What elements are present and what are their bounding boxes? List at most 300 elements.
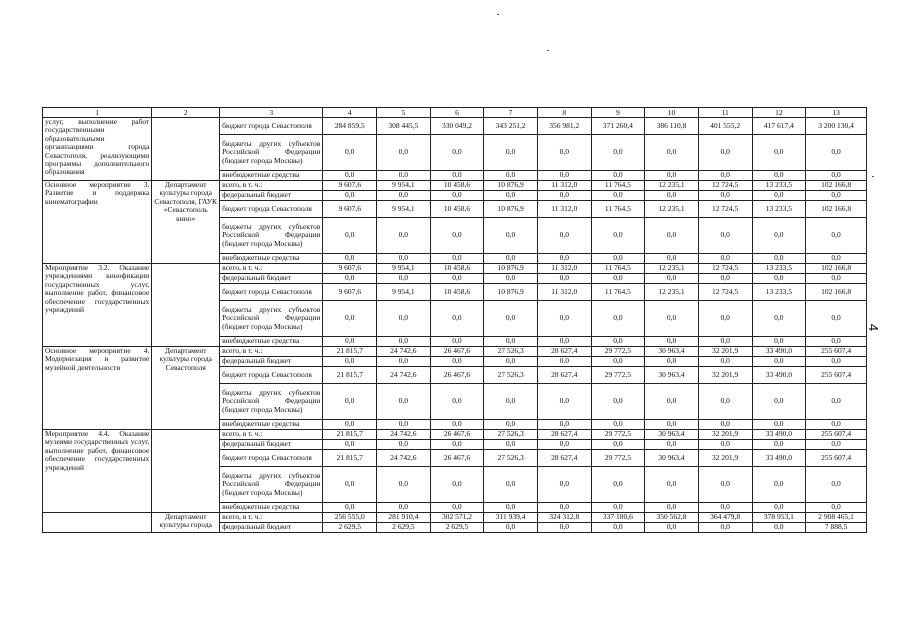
amount-cell: 29 772,5	[591, 347, 645, 357]
header-cell: 12	[752, 108, 806, 118]
table-row	[43, 264, 867, 274]
amount-cell: 9 954,1	[377, 284, 431, 301]
amount-cell: 0,0	[537, 467, 591, 503]
amount-cell: 0,0	[484, 135, 538, 171]
amount-cell: 0,0	[806, 440, 867, 450]
amount-cell: 371 260,4	[591, 118, 645, 135]
amount-cell: 0,0	[430, 420, 484, 430]
amount-cell: 0,0	[698, 357, 752, 367]
amount-cell: 11 764,5	[591, 264, 645, 274]
amount-cell: 0,0	[537, 384, 591, 420]
amount-cell: 0,0	[537, 218, 591, 254]
amount-cell: 0,0	[484, 274, 538, 284]
amount-cell: 0,0	[377, 171, 431, 181]
amount-cell: 13 233,5	[752, 264, 806, 274]
funding-source: бюджеты других субъектов Российской Федерации (бюджет города Москвы)	[220, 384, 323, 420]
amount-cell: 0,0	[698, 467, 752, 503]
amount-cell: 0,0	[323, 384, 377, 420]
amount-cell: 0,0	[645, 191, 699, 201]
amount-cell: 0,0	[591, 357, 645, 367]
amount-cell: 0,0	[537, 191, 591, 201]
amount-cell: 0,0	[591, 218, 645, 254]
amount-cell: 308 445,5	[377, 118, 431, 135]
header-cell: 11	[698, 108, 752, 118]
amount-cell: 26 467,6	[430, 450, 484, 467]
amount-cell: 2 629,5	[430, 523, 484, 533]
amount-cell: 0,0	[484, 420, 538, 430]
amount-cell: 0,0	[323, 337, 377, 347]
amount-cell: 0,0	[645, 523, 699, 533]
amount-cell: 0,0	[698, 503, 752, 513]
amount-cell: 0,0	[323, 218, 377, 254]
amount-cell: 0,0	[806, 384, 867, 420]
amount-cell: 0,0	[377, 301, 431, 337]
amount-cell: 9 607,6	[323, 264, 377, 274]
funding-source: всего, в т. ч.:	[220, 264, 323, 274]
measure-name: Мероприятие 3.2. Оказание учреждениями кинофикации государственных услуг, выполнение работ, финансовое обеспечение государственных учреждений	[43, 264, 152, 347]
amount-cell: 256 555,0	[323, 513, 377, 523]
amount-cell: 102 166,8	[806, 264, 867, 274]
amount-cell: 0,0	[591, 171, 645, 181]
amount-cell: 0,0	[537, 357, 591, 367]
funding-source: федеральный бюджет	[220, 523, 323, 533]
amount-cell: 12 235,1	[645, 284, 699, 301]
funding-source: бюджеты других субъектов Российской Федерации (бюджет города Москвы)	[220, 218, 323, 254]
amount-cell: 0,0	[806, 420, 867, 430]
amount-cell: 0,0	[752, 218, 806, 254]
amount-cell: 30 963,4	[645, 367, 699, 384]
amount-cell: 0,0	[591, 301, 645, 337]
amount-cell: 0,0	[377, 467, 431, 503]
amount-cell: 10 458,6	[430, 181, 484, 191]
amount-cell: 378 953,1	[752, 513, 806, 523]
header-cell: 9	[591, 108, 645, 118]
amount-cell: 12 235,1	[645, 201, 699, 218]
funding-source: федеральный бюджет	[220, 274, 323, 284]
amount-cell: 0,0	[537, 440, 591, 450]
amount-cell: 0,0	[430, 171, 484, 181]
amount-cell: 0,0	[323, 301, 377, 337]
table-row	[43, 513, 867, 523]
amount-cell: 386 110,8	[645, 118, 699, 135]
amount-cell: 21 815,7	[323, 450, 377, 467]
amount-cell: 24 742,6	[377, 450, 431, 467]
amount-cell: 0,0	[752, 171, 806, 181]
amount-cell: 0,0	[698, 420, 752, 430]
amount-cell: 0,0	[591, 384, 645, 420]
amount-cell: 32 201,9	[698, 430, 752, 440]
amount-cell: 0,0	[698, 191, 752, 201]
amount-cell: 302 571,2	[430, 513, 484, 523]
amount-cell: 0,0	[698, 254, 752, 264]
amount-cell: 0,0	[484, 440, 538, 450]
amount-cell: 26 467,6	[430, 367, 484, 384]
amount-cell: 11 312,0	[537, 264, 591, 274]
amount-cell: 2 629,5	[323, 523, 377, 533]
amount-cell: 0,0	[698, 301, 752, 337]
amount-cell: 0,0	[645, 420, 699, 430]
amount-cell: 11 312,0	[537, 284, 591, 301]
amount-cell: 0,0	[806, 218, 867, 254]
amount-cell: 28 627,4	[537, 347, 591, 357]
header-cell: 5	[377, 108, 431, 118]
amount-cell: 364 479,8	[698, 513, 752, 523]
amount-cell: 0,0	[698, 337, 752, 347]
amount-cell: 0,0	[645, 301, 699, 337]
amount-cell: 0,0	[645, 135, 699, 171]
amount-cell: 0,0	[537, 135, 591, 171]
amount-cell: 0,0	[484, 523, 538, 533]
amount-cell: 9 954,1	[377, 264, 431, 274]
amount-cell: 0,0	[752, 135, 806, 171]
amount-cell: 30 963,4	[645, 347, 699, 357]
amount-cell: 102 166,8	[806, 201, 867, 218]
funding-source: внебюджетные средства	[220, 171, 323, 181]
amount-cell: 417 617,4	[752, 118, 806, 135]
amount-cell: 12 724,5	[698, 181, 752, 191]
amount-cell: 27 526,3	[484, 430, 538, 440]
amount-cell: 12 724,5	[698, 284, 752, 301]
amount-cell: 255 607,4	[806, 430, 867, 440]
table-row	[43, 430, 867, 440]
amount-cell: 32 201,9	[698, 367, 752, 384]
header-cell: 10	[645, 108, 699, 118]
funding-source: внебюджетные средства	[220, 503, 323, 513]
amount-cell: 10 876,9	[484, 284, 538, 301]
amount-cell: 0,0	[752, 523, 806, 533]
header-cell: 13	[806, 108, 867, 118]
amount-cell: 0,0	[698, 171, 752, 181]
amount-cell: 13 233,5	[752, 181, 806, 191]
amount-cell: 0,0	[591, 523, 645, 533]
responsible-org	[152, 430, 220, 513]
funding-source: бюджет города Севастополя	[220, 284, 323, 301]
amount-cell: 11 764,5	[591, 284, 645, 301]
funding-source: бюджет города Севастополя	[220, 367, 323, 384]
amount-cell: 0,0	[537, 503, 591, 513]
amount-cell: 0,0	[537, 523, 591, 533]
funding-source: федеральный бюджет	[220, 191, 323, 201]
amount-cell: 0,0	[323, 503, 377, 513]
amount-cell: 0,0	[323, 357, 377, 367]
amount-cell: 0,0	[430, 274, 484, 284]
amount-cell: 356 981,2	[537, 118, 591, 135]
measure-name: услуг, выполнение работ государственными образовательными организациями города Севастополя, реализующими программы дополнительного образования	[43, 118, 152, 181]
amount-cell: 0,0	[430, 503, 484, 513]
amount-cell: 33 490,0	[752, 430, 806, 440]
amount-cell: 0,0	[806, 274, 867, 284]
amount-cell: 0,0	[698, 135, 752, 171]
funding-source: внебюджетные средства	[220, 337, 323, 347]
amount-cell: 102 166,8	[806, 181, 867, 191]
amount-cell: 0,0	[752, 357, 806, 367]
amount-cell: 33 490,0	[752, 367, 806, 384]
amount-cell: 0,0	[645, 254, 699, 264]
header-cell: 6	[430, 108, 484, 118]
funding-source: бюджет города Севастополя	[220, 118, 323, 135]
amount-cell: 0,0	[484, 467, 538, 503]
amount-cell: 0,0	[323, 254, 377, 264]
responsible-org	[152, 264, 220, 347]
amount-cell: 350 562,8	[645, 513, 699, 523]
amount-cell: 26 467,6	[430, 430, 484, 440]
amount-cell: 7 888,5	[806, 523, 867, 533]
amount-cell: 0,0	[323, 191, 377, 201]
funding-source: бюджеты других субъектов Российской Федерации (бюджет города Москвы)	[220, 301, 323, 337]
amount-cell: 0,0	[645, 503, 699, 513]
amount-cell: 0,0	[377, 357, 431, 367]
amount-cell: 2 629,5	[377, 523, 431, 533]
funding-source: всего, в т. ч.:	[220, 181, 323, 191]
amount-cell: 0,0	[698, 218, 752, 254]
amount-cell: 0,0	[484, 218, 538, 254]
amount-cell: 281 910,4	[377, 513, 431, 523]
amount-cell: 102 166,8	[806, 284, 867, 301]
amount-cell: 29 772,5	[591, 450, 645, 467]
page-number: 4	[866, 323, 882, 332]
amount-cell: 0,0	[806, 135, 867, 171]
scan-speck	[547, 50, 549, 51]
amount-cell: 0,0	[537, 420, 591, 430]
amount-cell: 0,0	[752, 301, 806, 337]
amount-cell: 0,0	[752, 440, 806, 450]
amount-cell: 0,0	[484, 171, 538, 181]
amount-cell: 255 607,4	[806, 347, 867, 357]
amount-cell: 0,0	[591, 467, 645, 503]
amount-cell: 0,0	[806, 337, 867, 347]
amount-cell: 0,0	[752, 337, 806, 347]
amount-cell: 0,0	[484, 357, 538, 367]
funding-source: бюджет города Севастополя	[220, 201, 323, 218]
amount-cell: 0,0	[752, 503, 806, 513]
funding-source: федеральный бюджет	[220, 440, 323, 450]
amount-cell: 0,0	[698, 440, 752, 450]
table-row	[43, 347, 867, 357]
header-cell: 8	[537, 108, 591, 118]
amount-cell: 0,0	[377, 191, 431, 201]
funding-source: бюджеты других субъектов Российской Федерации (бюджет города Москвы)	[220, 467, 323, 503]
amount-cell: 0,0	[752, 191, 806, 201]
amount-cell: 3 200 130,4	[806, 118, 867, 135]
amount-cell: 0,0	[806, 503, 867, 513]
amount-cell: 24 742,6	[377, 430, 431, 440]
amount-cell: 0,0	[698, 384, 752, 420]
amount-cell: 9 607,6	[323, 284, 377, 301]
amount-cell: 11 312,0	[537, 181, 591, 191]
amount-cell: 0,0	[645, 384, 699, 420]
amount-cell: 10 458,6	[430, 201, 484, 218]
amount-cell: 10 458,6	[430, 284, 484, 301]
funding-source: всего, в т. ч.:	[220, 347, 323, 357]
header-cell: 2	[152, 108, 220, 118]
amount-cell: 11 764,5	[591, 181, 645, 191]
amount-cell: 12 235,1	[645, 181, 699, 191]
header-cell: 4	[323, 108, 377, 118]
amount-cell: 30 963,4	[645, 430, 699, 440]
amount-cell: 311 939,4	[484, 513, 538, 523]
amount-cell: 0,0	[377, 440, 431, 450]
amount-cell: 0,0	[645, 357, 699, 367]
amount-cell: 0,0	[377, 503, 431, 513]
amount-cell: 28 627,4	[537, 450, 591, 467]
amount-cell: 0,0	[377, 420, 431, 430]
amount-cell: 13 233,5	[752, 284, 806, 301]
measure-name: Мероприятие 4.4. Оказание музеями государственных услуг, выполнение работ, финансовое обеспечение государственных учреждений	[43, 430, 152, 513]
amount-cell: 0,0	[484, 337, 538, 347]
amount-cell: 0,0	[537, 274, 591, 284]
amount-cell: 9 954,1	[377, 201, 431, 218]
amount-cell: 28 627,4	[537, 430, 591, 440]
amount-cell: 21 815,7	[323, 347, 377, 357]
amount-cell: 0,0	[484, 503, 538, 513]
header-cell: 1	[43, 108, 152, 118]
amount-cell: 0,0	[806, 467, 867, 503]
funding-source: всего, в т. ч.:	[220, 430, 323, 440]
amount-cell: 0,0	[484, 191, 538, 201]
amount-cell: 0,0	[591, 440, 645, 450]
funding-source: всего, в т. ч.:	[220, 513, 323, 523]
amount-cell: 0,0	[806, 357, 867, 367]
amount-cell: 0,0	[645, 337, 699, 347]
amount-cell: 21 815,7	[323, 367, 377, 384]
funding-source: внебюджетные средства	[220, 254, 323, 264]
amount-cell: 32 201,9	[698, 347, 752, 357]
amount-cell: 2 908 465,1	[806, 513, 867, 523]
amount-cell: 0,0	[323, 440, 377, 450]
amount-cell: 27 526,3	[484, 450, 538, 467]
amount-cell: 0,0	[323, 135, 377, 171]
amount-cell: 0,0	[698, 274, 752, 284]
measure-name	[43, 513, 152, 533]
funding-source: бюджеты других субъектов Российской Федерации (бюджет города Москвы)	[220, 135, 323, 171]
amount-cell: 30 963,4	[645, 450, 699, 467]
amount-cell: 29 772,5	[591, 430, 645, 440]
amount-cell: 337 180,6	[591, 513, 645, 523]
amount-cell: 33 490,0	[752, 450, 806, 467]
amount-cell: 0,0	[377, 218, 431, 254]
amount-cell: 401 555,2	[698, 118, 752, 135]
amount-cell: 255 607,4	[806, 450, 867, 467]
amount-cell: 0,0	[806, 301, 867, 337]
amount-cell: 0,0	[484, 384, 538, 420]
amount-cell: 0,0	[752, 467, 806, 503]
amount-cell: 12 724,5	[698, 264, 752, 274]
amount-cell: 0,0	[430, 218, 484, 254]
amount-cell: 0,0	[484, 301, 538, 337]
amount-cell: 0,0	[430, 191, 484, 201]
responsible-org	[152, 118, 220, 181]
amount-cell: 32 201,9	[698, 450, 752, 467]
amount-cell: 29 772,5	[591, 367, 645, 384]
amount-cell: 0,0	[591, 337, 645, 347]
amount-cell: 0,0	[430, 440, 484, 450]
header-cell: 7	[484, 108, 538, 118]
amount-cell: 9 607,6	[323, 201, 377, 218]
amount-cell: 0,0	[591, 135, 645, 171]
amount-cell: 0,0	[591, 274, 645, 284]
amount-cell: 33 490,0	[752, 347, 806, 357]
amount-cell: 13 233,5	[752, 201, 806, 218]
amount-cell: 26 467,6	[430, 347, 484, 357]
responsible-org: Департамент культуры города Севастополя	[152, 347, 220, 430]
amount-cell: 0,0	[484, 254, 538, 264]
amount-cell: 0,0	[537, 301, 591, 337]
scan-speck	[497, 14, 499, 15]
amount-cell: 0,0	[430, 254, 484, 264]
amount-cell: 0,0	[806, 191, 867, 201]
amount-cell: 24 742,6	[377, 347, 431, 357]
amount-cell: 0,0	[645, 218, 699, 254]
amount-cell: 343 251,2	[484, 118, 538, 135]
amount-cell: 0,0	[591, 503, 645, 513]
amount-cell: 0,0	[645, 440, 699, 450]
amount-cell: 10 458,6	[430, 264, 484, 274]
amount-cell: 0,0	[377, 254, 431, 264]
amount-cell: 0,0	[537, 171, 591, 181]
amount-cell: 0,0	[377, 135, 431, 171]
amount-cell: 0,0	[645, 274, 699, 284]
amount-cell: 0,0	[591, 254, 645, 264]
measure-name: Основное мероприятие 4. Модернизация и развитие музейной деятельности	[43, 347, 152, 430]
funding-source: федеральный бюджет	[220, 357, 323, 367]
amount-cell: 0,0	[752, 274, 806, 284]
amount-cell: 0,0	[591, 191, 645, 201]
amount-cell: 0,0	[323, 420, 377, 430]
amount-cell: 284 859,5	[323, 118, 377, 135]
responsible-org: Департамент культуры города	[152, 513, 220, 533]
measure-name: Основное мероприятие 3. Развитие и поддержка кинематографии	[43, 181, 152, 264]
scan-speck	[872, 176, 874, 177]
amount-cell: 0,0	[752, 384, 806, 420]
amount-cell: 12 235,1	[645, 264, 699, 274]
header-cell: 3	[220, 108, 323, 118]
amount-cell: 0,0	[430, 337, 484, 347]
amount-cell: 0,0	[377, 274, 431, 284]
amount-cell: 0,0	[430, 135, 484, 171]
amount-cell: 0,0	[323, 171, 377, 181]
funding-source: бюджет города Севастополя	[220, 450, 323, 467]
table-row	[43, 118, 867, 135]
budget-table	[42, 107, 867, 533]
amount-cell: 324 312,8	[537, 513, 591, 523]
amount-cell: 0,0	[537, 337, 591, 347]
amount-cell: 11 764,5	[591, 201, 645, 218]
amount-cell: 0,0	[645, 171, 699, 181]
amount-cell: 27 526,3	[484, 347, 538, 357]
amount-cell: 0,0	[323, 467, 377, 503]
amount-cell: 0,0	[377, 337, 431, 347]
header-row	[43, 108, 867, 118]
amount-cell: 330 049,2	[430, 118, 484, 135]
amount-cell: 0,0	[806, 254, 867, 264]
amount-cell: 28 627,4	[537, 367, 591, 384]
amount-cell: 0,0	[323, 274, 377, 284]
amount-cell: 0,0	[752, 420, 806, 430]
amount-cell: 10 876,9	[484, 264, 538, 274]
amount-cell: 0,0	[806, 171, 867, 181]
amount-cell: 12 724,5	[698, 201, 752, 218]
amount-cell: 0,0	[430, 384, 484, 420]
funding-source: внебюджетные средства	[220, 420, 323, 430]
amount-cell: 0,0	[537, 254, 591, 264]
amount-cell: 0,0	[698, 523, 752, 533]
amount-cell: 0,0	[645, 467, 699, 503]
amount-cell: 10 876,9	[484, 201, 538, 218]
amount-cell: 0,0	[377, 384, 431, 420]
amount-cell: 0,0	[430, 467, 484, 503]
amount-cell: 24 742,6	[377, 367, 431, 384]
amount-cell: 0,0	[430, 357, 484, 367]
